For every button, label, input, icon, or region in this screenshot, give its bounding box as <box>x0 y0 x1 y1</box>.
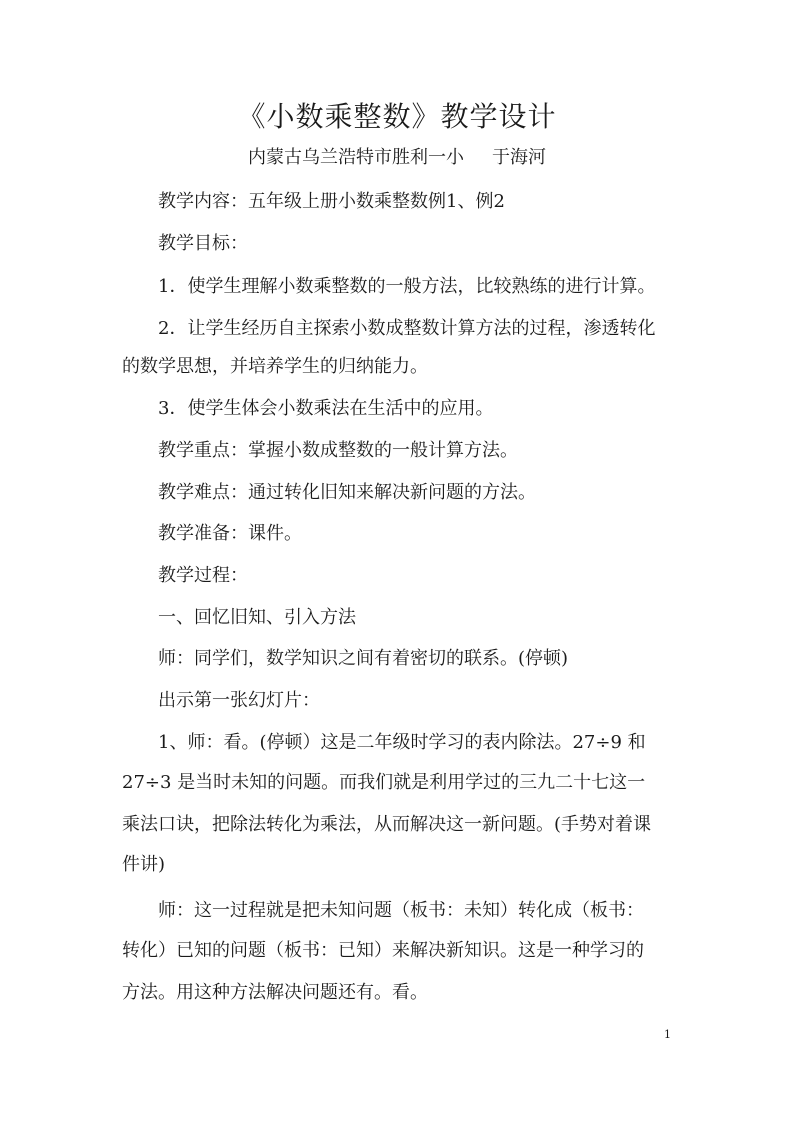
process-heading: 教学过程： <box>158 565 248 586</box>
page-number: 1 <box>664 1028 671 1041</box>
objective-2-line-1: 2．让学生经历自主探索小数成整数计算方法的过程，渗透转化 <box>158 318 656 339</box>
key-point: 教学重点：掌握小数成整数的一般计算方法。 <box>158 440 518 461</box>
teaching-content: 教学内容：五年级上册小数乘整数例1、例2 <box>158 191 505 212</box>
author-line <box>0 143 794 173</box>
objective-1: 1．使学生理解小数乘整数的一般方法，比较熟练的进行计算。 <box>158 276 656 297</box>
paragraph-1-line-4: 件讲) <box>122 854 166 875</box>
difficulty: 教学难点：通过转化旧知来解决新问题的方法。 <box>158 482 536 503</box>
paragraph-1-line-3: 乘法口诀，把除法转化为乘法，从而解决这一新问题。(手势对着课 <box>122 814 652 835</box>
author-name: 于海河 <box>492 147 546 168</box>
slide-one-line: 出示第一张幻灯片： <box>158 690 320 711</box>
objective-2-line-2: 的数学思想，并培养学生的归纳能力。 <box>122 356 428 377</box>
teacher-line-1: 师：同学们，数学知识之间有着密切的联系。(停顿) <box>158 648 569 669</box>
paragraph-2-line-3: 方法。用这种方法解决问题还有。看。 <box>122 982 428 1003</box>
paragraph-2-line-2: 转化）已知的问题（板书：已知）来解决新知识。这是一种学习的 <box>122 940 644 961</box>
section-one-heading: 一、回忆旧知、引入方法 <box>158 607 356 628</box>
paragraph-2-line-1: 师：这一过程就是把未知问题（板书：未知）转化成（板书： <box>158 900 644 921</box>
preparation: 教学准备：课件。 <box>158 523 302 544</box>
paragraph-1-line-1: 1、师：看。(停顿）这是二年级时学习的表内除法。27÷9 和 <box>158 732 646 753</box>
author-school: 内蒙古乌兰浩特市胜利一小 <box>248 147 464 168</box>
objective-3: 3．使学生体会小数乘法在生活中的应用。 <box>158 398 494 419</box>
paragraph-1-line-2: 27÷3 是当时未知的问题。而我们就是利用学过的三九二十七这一 <box>122 772 646 793</box>
document-title: 《小数乘整数》教学设计 <box>237 100 557 133</box>
objectives-heading: 教学目标： <box>158 233 248 254</box>
